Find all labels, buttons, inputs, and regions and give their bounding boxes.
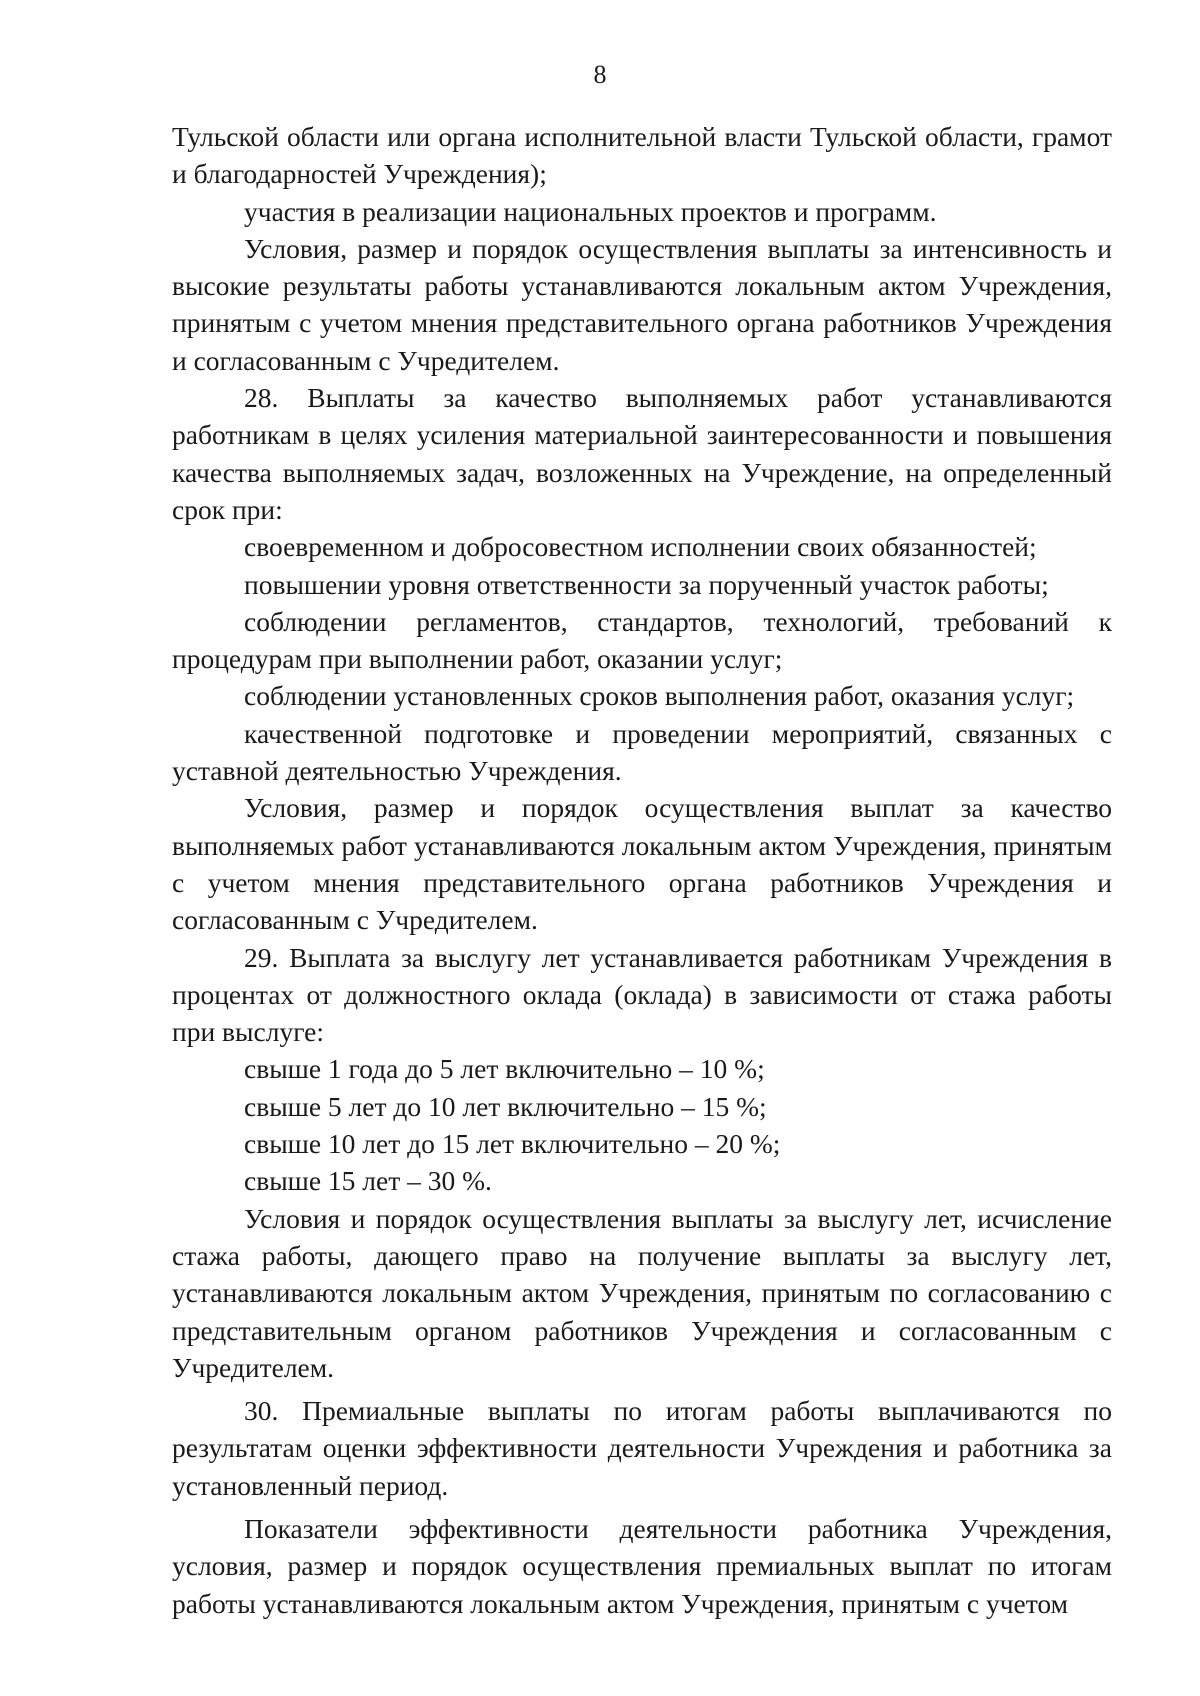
list-item-duties: своевременном и добросовестном исполнении своих обязанностей; bbox=[244, 531, 1037, 563]
document-body bbox=[172, 118, 1112, 1622]
list-item-deadlines: соблюдении установленных сроков выполнения работ, оказания услуг; bbox=[244, 680, 1075, 712]
list-item-national-projects: участия в реализации национальных проектов и программ. bbox=[244, 195, 937, 227]
paragraph-intensity-conditions: Условия, размер и порядок осуществления выплаты за интенсивность и высокие результаты работы устанавливаются локальным актом Учреждения, принятым с учетом мнения представительного органа работников Учреждения и согласованным с Учредителем. bbox=[172, 232, 1112, 376]
list-item-seniority-10-15: свыше 10 лет до 15 лет включительно – 20 %; bbox=[244, 1128, 781, 1160]
list-item-events: качественной подготовке и проведении мероприятий, связанных с уставной деятельностью Учреждения. bbox=[172, 717, 1112, 787]
paragraph-clause-30: 30. Премиальные выплаты по итогам работы выплачиваются по результатам оценки эффективности деятельности Учреждения и работника за установленный период. bbox=[172, 1395, 1112, 1501]
paragraph-clause-29: 29. Выплата за выслугу лет устанавливается работникам Учреждения в процентах от должностного оклада (оклада) в зависимости от стажа работы при выслуге: bbox=[172, 941, 1112, 1048]
paragraph-seniority-conditions: Условия и порядок осуществления выплаты за выслугу лет, исчисление стажа работы, дающего право на получение выплаты за выслугу лет, устанавливаются локальным актом Учреждения, принятым по согласованию с представительным органом работников Учреждения и согласованным с Учредителем. bbox=[172, 1202, 1112, 1383]
paragraph-clause-28: 28. Выплаты за качество выполняемых работ устанавливаются работникам в целях усиления материальной заинтересованности и повышения качества выполняемых задач, возложенных на Учреждение, на определенный срок при: bbox=[172, 382, 1112, 525]
list-item-seniority-5-10: свыше 5 лет до 10 лет включительно – 15 %; bbox=[244, 1090, 767, 1122]
paragraph-performance-indicators: Показатели эффективности деятельности работника Учреждения, условия, размер и порядок осуществления премиальных выплат по итогам работы устанавливаются локальным актом Учреждения, принятым с учетом bbox=[172, 1512, 1112, 1619]
paragraph-quality-conditions: Условия, размер и порядок осуществления выплат за качество выполняемых работ устанавливаются локальным актом Учреждения, принятым с учетом мнения представительного органа работников Учреждения и согласованным с Учредителем. bbox=[172, 792, 1112, 936]
page-number: 8 bbox=[593, 60, 607, 89]
list-item-seniority-15-plus: свыше 15 лет – 30 %. bbox=[244, 1165, 492, 1197]
list-item-seniority-1-5: свыше 1 года до 5 лет включительно – 10 %; bbox=[244, 1053, 765, 1085]
list-item-regulations: соблюдении регламентов, стандартов, технологий, требований к процедурам при выполнении работ, оказании услуг; bbox=[172, 605, 1112, 675]
paragraph-continuation: Тульской области или органа исполнительной власти Тульской области, грамот и благодарностей Учреждения); bbox=[172, 121, 1112, 190]
list-item-responsibility: повышении уровня ответственности за порученный участок работы; bbox=[244, 568, 1049, 600]
